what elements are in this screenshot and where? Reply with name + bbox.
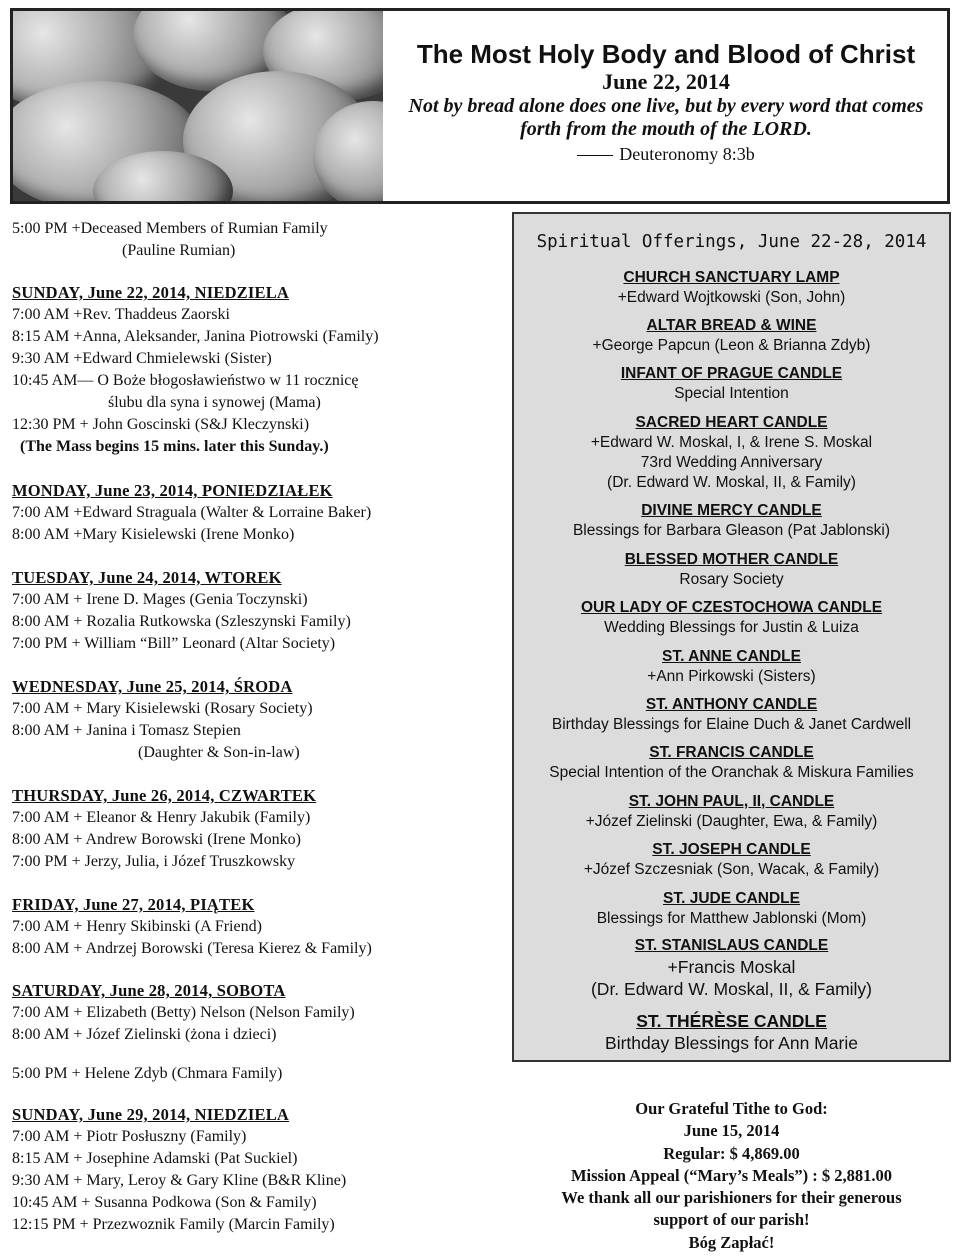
- offering-line: Rosary Society: [679, 571, 784, 588]
- page-title: The Most Holy Body and Blood of Christ: [416, 39, 916, 69]
- header-text: [385, 39, 947, 165]
- intention-line: ślubu dla syna i synowej (Mama): [108, 394, 321, 411]
- offering-title: ST. JOSEPH CANDLE: [652, 841, 811, 858]
- intention-line: 7:00 PM + Jerzy, Julia, i Józef Truszkowsky: [12, 853, 296, 870]
- offering-line: +Edward Wojtkowski (Son, John): [617, 289, 846, 306]
- intention-line: 10:45 AM— O Boże błogosławieństwo w 11 rocznicę: [12, 372, 359, 389]
- offering-line: (Dr. Edward W. Moskal, II, & Family): [607, 474, 856, 491]
- day-heading: WEDNESDAY, June 25, 2014, ŚRODA: [12, 677, 293, 696]
- offering-item: [514, 889, 949, 929]
- offering-line: 73rd Wedding Anniversary: [640, 454, 823, 471]
- intention-line: 7:00 AM + Irene D. Mages (Genia Toczynski): [12, 591, 308, 608]
- intention-line: 7:00 AM + Eleanor & Henry Jakubik (Family): [12, 809, 311, 826]
- offering-item: [514, 1010, 949, 1054]
- offering-title: ST. STANISLAUS CANDLE: [634, 937, 829, 954]
- offering-title: ALTAR BREAD & WINE: [646, 317, 817, 334]
- intention-line: 5:00 PM +Deceased Members of Rumian Family: [12, 220, 328, 237]
- offering-line: +Józef Zielinski (Daughter, Ewa, & Family): [585, 813, 878, 830]
- offering-line: (Dr. Edward W. Moskal, II, & Family): [590, 979, 873, 999]
- tithe-date: June 15, 2014: [683, 1121, 780, 1141]
- intention-line: 7:00 AM + Piotr Posłuszny (Family): [12, 1128, 247, 1145]
- header-banner: [10, 8, 950, 204]
- tithe-mission-appeal: Mission Appeal (“Mary’s Meals”) : $ 2,881.00: [570, 1165, 893, 1185]
- offering-line: Special Intention: [674, 385, 789, 402]
- tithe-closing: Bóg Zapłać!: [688, 1232, 775, 1252]
- intention-line: 8:15 AM + Josephine Adamski (Pat Suckiel): [12, 1150, 298, 1167]
- offering-item: [514, 413, 949, 493]
- offering-item: [514, 364, 949, 404]
- offering-line: Wedding Blessings for Justin & Luiza: [604, 619, 859, 636]
- offering-line: Special Intention of the Oranchak & Miskura Families: [549, 764, 914, 781]
- scripture-citation: Deuteronomy 8:3b: [385, 143, 947, 165]
- offering-item: [514, 840, 949, 880]
- day-heading: SUNDAY, June 22, 2014, NIEDZIELA: [12, 283, 290, 302]
- intention-line: 7:00 PM + William “Bill” Leonard (Altar Society): [12, 635, 336, 652]
- offering-title: ST. JOHN PAUL, II, CANDLE: [628, 793, 835, 810]
- intention-line: 10:45 AM + Susanna Podkowa (Son & Family): [12, 1194, 317, 1211]
- offering-item: [514, 792, 949, 832]
- offering-title: OUR LADY OF CZESTOCHOWA CANDLE: [580, 599, 883, 616]
- offering-item: [514, 501, 949, 541]
- offering-title: INFANT OF PRAGUE CANDLE: [620, 365, 843, 382]
- feast-date: June 22, 2014: [602, 69, 730, 94]
- offering-item: [514, 268, 949, 308]
- intention-line: 7:00 AM +Rev. Thaddeus Zaorski: [12, 306, 230, 323]
- intention-line: (Pauline Rumian): [122, 242, 236, 259]
- intention-line: 12:30 PM + John Goscinski (S&J Kleczynski): [12, 416, 310, 433]
- offering-title: SACRED HEART CANDLE: [635, 414, 828, 431]
- intention-line: 8:00 AM + Józef Zielinski (żona i dzieci): [12, 1026, 277, 1043]
- offering-line: +George Papcun (Leon & Brianna Zdyb): [592, 337, 871, 354]
- intention-line: 8:00 AM + Janina i Tomasz Stepien: [12, 722, 241, 739]
- scripture-quote-line1: Not by bread alone does one live, but by every word that comes: [408, 95, 924, 117]
- offering-item: [514, 647, 949, 687]
- offering-title: DIVINE MERCY CANDLE: [641, 502, 822, 519]
- offering-line: Birthday Blessings for Ann Marie: [605, 1033, 858, 1053]
- day-heading: THURSDAY, June 26, 2014, CZWARTEK: [12, 786, 317, 805]
- intention-line: 9:30 AM +Edward Chmielewski (Sister): [12, 350, 272, 367]
- intention-line: 9:30 AM + Mary, Leroy & Gary Kline (B&R Kline): [12, 1172, 347, 1189]
- intention-line: 8:00 AM + Rozalia Rutkowska (Szleszynski Family): [12, 613, 351, 630]
- intention-line: 5:00 PM + Helene Zdyb (Chmara Family): [12, 1065, 283, 1082]
- offering-title: ST. ANNE CANDLE: [662, 648, 801, 665]
- day-heading: SATURDAY, June 28, 2014, SOBOTA: [12, 981, 286, 1000]
- intention-line: 7:00 AM + Mary Kisielewski (Rosary Society): [12, 700, 313, 717]
- intention-line: 8:00 AM + Andrew Borowski (Irene Monko): [12, 831, 301, 848]
- offering-line: +Józef Szczesniak (Son, Wacak, & Family): [583, 861, 880, 878]
- intention-line: 12:15 PM + Przezwoznik Family (Marcin Family): [12, 1216, 335, 1233]
- intention-line: 7:00 AM +Edward Straguala (Walter & Lorraine Baker): [12, 504, 372, 521]
- intention-line: 8:00 AM +Mary Kisielewski (Irene Monko): [12, 526, 295, 543]
- offerings-title: Spiritual Offerings, June 22-28, 2014: [536, 232, 927, 252]
- spiritual-offerings-box: [512, 212, 951, 1062]
- scripture-quote-line2: forth from the mouth of the LORD.: [520, 118, 812, 140]
- dash-rule: [577, 155, 613, 156]
- offering-item: [514, 936, 949, 1000]
- day-heading: MONDAY, June 23, 2014, PONIEDZIAŁEK: [12, 481, 333, 500]
- tithe-thanks: We thank all our parishioners for their generous: [561, 1188, 902, 1208]
- day-heading: FRIDAY, June 27, 2014, PIĄTEK: [12, 895, 255, 914]
- tithe-section: [512, 1098, 951, 1254]
- offering-item: [514, 598, 949, 638]
- intention-line: 7:00 AM + Elizabeth (Betty) Nelson (Nelson Family): [12, 1004, 355, 1021]
- tithe-heading: Our Grateful Tithe to God:: [635, 1099, 828, 1118]
- offering-title: ST. ANTHONY CANDLE: [645, 696, 818, 713]
- offering-line: Blessings for Barbara Gleason (Pat Jablonski): [572, 522, 891, 539]
- offering-title: ST. FRANCIS CANDLE: [649, 744, 814, 761]
- mass-note: (The Mass begins 15 mins. later this Sunday.): [20, 438, 329, 455]
- intention-line: 7:00 AM + Henry Skibinski (A Friend): [12, 918, 262, 935]
- intention-line: 8:15 AM +Anna, Aleksander, Janina Piotrowski (Family): [12, 328, 379, 345]
- offering-item: [514, 550, 949, 590]
- offering-title: ST. THÉRÈSE CANDLE: [636, 1011, 827, 1031]
- day-heading: SUNDAY, June 29, 2014, NIEDZIELA: [12, 1105, 290, 1124]
- intention-line: (Daughter & Son-in-law): [138, 744, 300, 761]
- offering-title: BLESSED MOTHER CANDLE: [624, 551, 839, 568]
- offering-item: [514, 316, 949, 356]
- offering-line: Birthday Blessings for Elaine Duch & Janet Cardwell: [551, 716, 912, 733]
- offering-title: ST. JUDE CANDLE: [663, 890, 800, 907]
- offering-item: [514, 695, 949, 735]
- bread-photo: [13, 11, 383, 201]
- tithe-regular: Regular: $ 4,869.00: [663, 1143, 800, 1163]
- offering-line: +Ann Pirkowski (Sisters): [647, 668, 816, 685]
- offering-line: +Francis Moskal: [667, 957, 796, 977]
- offering-title: CHURCH SANCTUARY LAMP: [623, 269, 840, 286]
- day-heading: TUESDAY, June 24, 2014, WTOREK: [12, 568, 282, 587]
- tithe-thanks: support of our parish!: [653, 1210, 810, 1230]
- offering-item: [514, 743, 949, 783]
- intention-line: 8:00 AM + Andrzej Borowski (Teresa Kierez & Family): [12, 940, 372, 957]
- offering-line: Blessings for Matthew Jablonski (Mom): [596, 910, 867, 927]
- offering-line: +Edward W. Moskal, I, & Irene S. Moskal: [590, 434, 873, 451]
